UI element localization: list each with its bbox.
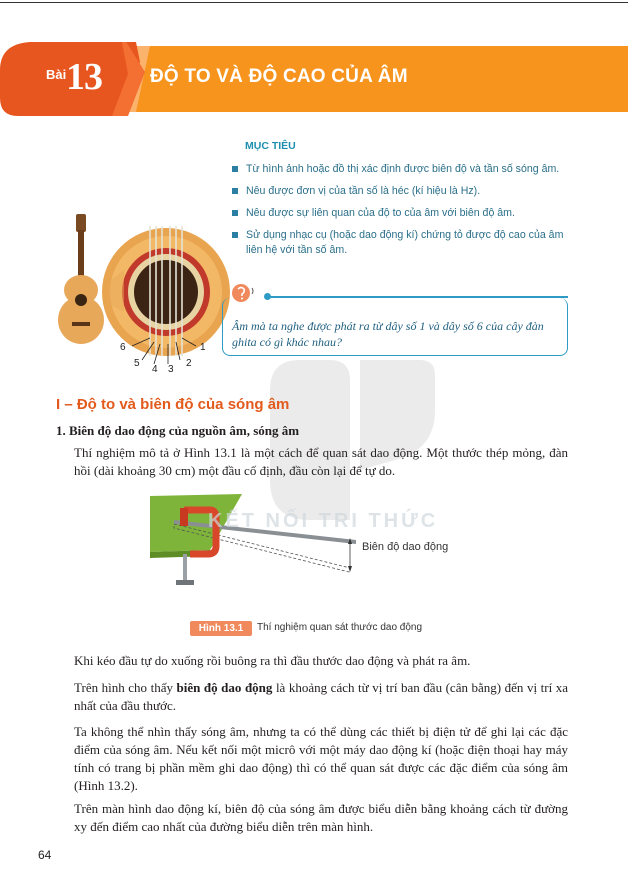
objective-item (232, 206, 582, 221)
objective-text: Sử dụng nhạc cụ (hoặc dao động kí) chứng tỏ được độ cao của âm liên hệ với tần số âm. (246, 229, 564, 256)
paragraph-3: Ta không thể nhìn thấy sóng âm, nhưng ta có thể dùng các thiết bị điện tử để ghi lại các đặc điểm của sóng âm. Nếu kết nối một micrô với một máy dao động kí (hoặc điện thoại hay máy tính có trang bị phần mềm ghi dao động) thì có thể quan sát được các đặc điểm của sóng âm (Hình 13.2). (74, 724, 568, 793)
paragraph-2 (74, 679, 568, 715)
objectives-list (232, 162, 582, 265)
figure-watermark: KẾT NỐI TRI THỨC (208, 510, 439, 532)
lesson-title: ĐỘ TO VÀ ĐỘ CAO CỦA ÂM (150, 66, 408, 87)
objective-text: Từ hình ảnh hoặc đồ thị xác định được biên độ và tần số sóng âm. (246, 163, 560, 175)
amplitude-label: Biên độ dao động (362, 541, 449, 553)
lesson-number: 13 (66, 56, 102, 98)
square-bullet-icon (232, 166, 238, 172)
square-bullet-icon (232, 210, 238, 216)
square-bullet-icon (232, 188, 238, 194)
figure-caption-text: Thí nghiệm quan sát thước dao động (257, 622, 423, 633)
objectives-heading: MỤC TIÊU (245, 140, 296, 152)
string-number-3: 3 (168, 364, 174, 375)
string-number-2: 2 (186, 358, 192, 369)
page-number: 64 (38, 848, 52, 862)
top-rule (0, 2, 628, 3)
lesson-word: Bài (46, 67, 67, 82)
paragraph-2-rest: là khoảng cách từ vị trí ban đầu (cân bằng) đến vị trí xa nhất của đầu thước. (74, 680, 568, 713)
objective-item (232, 228, 582, 258)
objective-text: Nêu được đơn vị của tần số là héc (kí hiệu là Hz). (246, 185, 481, 197)
objective-text: Nêu được sự liên quan của độ to của âm với biên độ âm. (246, 207, 515, 219)
string-number-4: 4 (152, 364, 158, 375)
square-bullet-icon (232, 232, 238, 238)
paragraph-2-term: biên độ dao động (176, 680, 273, 695)
objective-item (232, 184, 582, 199)
intro-paragraph: Thí nghiệm mô tả ở Hình 13.1 là một cách để quan sát dao động. Một thước thép mỏng, đàn hồi (dài khoảng 30 cm) một đầu cố định, đầu còn lại để tự do. (74, 445, 568, 478)
paragraph-2-lead: Trên hình cho thấy (74, 680, 177, 695)
figure-caption-badge: Hình 13.1 (190, 621, 252, 636)
question-text: Âm mà ta nghe được phát ra từ dây số 1 và dây số 6 của cây đàn ghita có gì khác nhau? (232, 319, 544, 349)
string-number-6: 6 (120, 342, 126, 353)
paragraph-4: Trên màn hình dao động kí, biên độ của sóng âm được biểu diễn bằng khoảng cách từ đường xy đến điểm cao nhất của đường biểu diễn trên màn hình. (74, 801, 568, 834)
subsection-heading: 1. Biên độ dao động của nguồn âm, sóng âm (56, 423, 300, 438)
string-number-5: 5 (134, 358, 140, 369)
section-heading: I – Độ to và biên độ của sóng âm (56, 396, 290, 413)
objective-item (232, 162, 582, 177)
string-number-1: 1 (200, 342, 206, 353)
guitar-illustration (50, 212, 230, 382)
paragraph-1: Khi kéo đầu tự do xuống rồi buông ra thì đầu thước dao động và phát ra âm. (74, 653, 471, 668)
